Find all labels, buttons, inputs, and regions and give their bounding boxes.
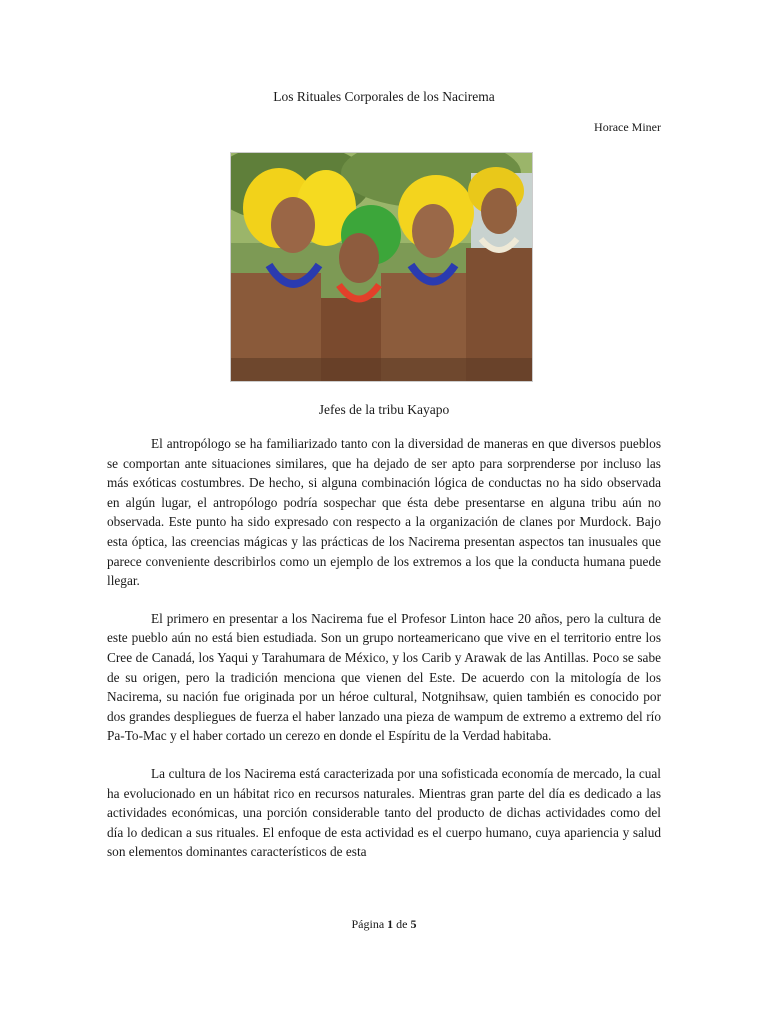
page-current: 1 <box>387 917 394 931</box>
author-name: Horace Miner <box>594 120 661 134</box>
tribe-photo <box>230 152 533 382</box>
page-footer <box>0 917 768 932</box>
document-title: Los Rituales Corporales de los Nacirema <box>273 89 495 104</box>
photo-caption: Jefes de la tribu Kayapo <box>318 402 450 417</box>
page-label: Página <box>351 917 385 931</box>
paragraph: La cultura de los Nacirema está caracterizada por una sofisticada economía de mercado, la cual ha evolucionado en un hábitat rico en recursos naturales. Mientras gran parte del día es dedicado a las actividades económicas, una porción considerable tanto del producto de dichas actividades como del día lo dedican a sus rituales. El enfoque de esta actividad es el cuerpo humano, cuya apariencia y salud son elementos dominantes característicos de esta <box>107 765 661 860</box>
page-separator: de <box>396 917 408 931</box>
body-text <box>107 434 661 880</box>
paragraph: El primero en presentar a los Nacirema fue el Profesor Linton hace 20 años, pero la cultura de este pueblo aún no está bien estudiada. Son un grupo norteamericano que vive en el territorio entre los Cree de Canadá, los Yaqui y Tarahumara de México, y los Carib y Arawak de las Antillas. Poco se sabe de su origen, pero la tradición menciona que vienen del Este. De acuerdo con la mitología de los Nacirema, su nación fue originada por un héroe cultural, Notgnihsaw, quien también es conocido por dos grandes despliegues de fuerza el haber lanzado una pieza de wampum de extremo a extremo del río Pa-To-Mac y el haber cortado un cerezo en donde el Espíritu de la Verdad habitaba. <box>107 610 661 744</box>
page-total: 5 <box>410 917 417 931</box>
paragraph: El antropólogo se ha familiarizado tanto con la diversidad de maneras en que diversos pueblos se comportan ante situaciones similares, que ha dejado de ser apto para sorprenderse por incluso las más exóticas costumbres. De hecho, si alguna combinación lógica de conductas no ha sido observada en algún lugar, el antropólogo podría sospechar que ésta debe presentarse en alguna tribu aún no observada. Este punto ha sido expresado con respecto a la organización de clanes por Murdock. Bajo esta óptica, las creencias mágicas y las prácticas de los Nacirema presentan aspectos tan inusuales que parece conveniente describirlos como un ejemplo de los extremos a los que la conducta humana puede llegar. <box>107 436 661 589</box>
